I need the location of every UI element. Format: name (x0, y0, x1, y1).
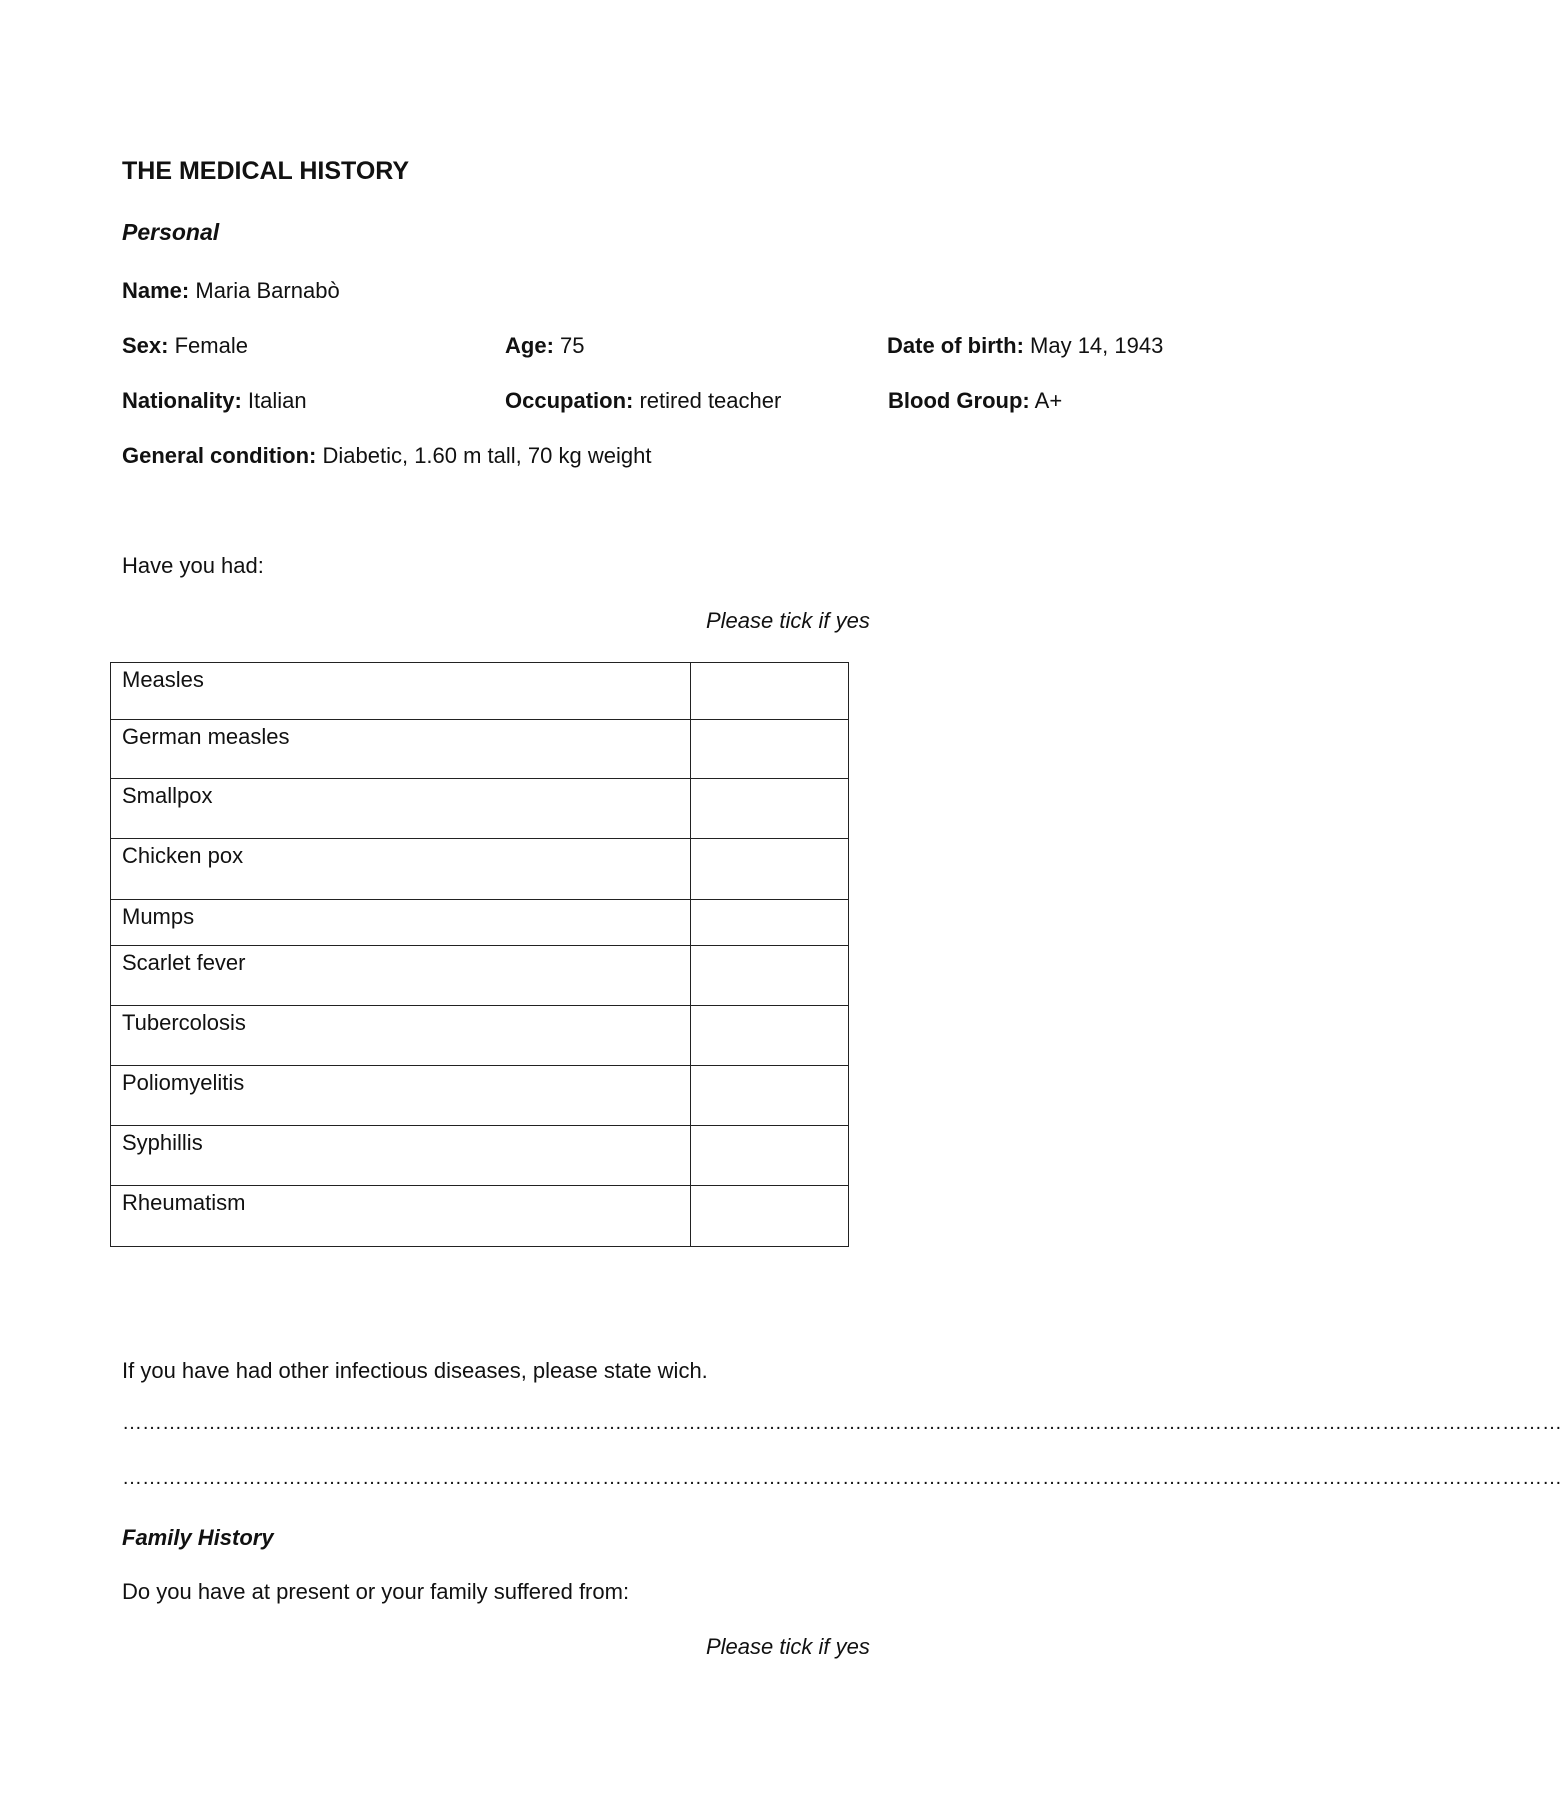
sex-field: Sex: Female (122, 333, 248, 358)
occupation-label: Occupation (505, 388, 627, 413)
table-row (111, 946, 849, 1006)
occupation-field: Occupation: retired teacher (505, 388, 782, 413)
tick-cell[interactable] (691, 663, 849, 720)
nationality-field: Nationality: Italian (122, 388, 307, 413)
disease-name: Poliomyelitis (111, 1066, 691, 1126)
dob-value: May 14, 1943 (1030, 333, 1164, 358)
tick-cell[interactable] (691, 839, 849, 900)
sex-value: Female (174, 333, 248, 358)
answer-line-1[interactable]: ……………………………………………………………………………………………………………………………………………………………………………………………… (122, 1412, 1562, 1434)
personal-heading: Personal (122, 219, 220, 245)
tick-note: Please tick if yes (706, 608, 870, 633)
general-condition-field: General condition: Diabetic, 1.60 m tall, 70 kg weight (122, 443, 652, 468)
name-value: Maria Barnabò (195, 278, 340, 303)
tick-cell[interactable] (691, 1126, 849, 1186)
table-row (111, 1006, 849, 1066)
disease-name: Smallpox (111, 779, 691, 839)
tick-cell[interactable] (691, 1066, 849, 1126)
table-row (111, 1126, 849, 1186)
disease-name: Rheumatism (111, 1186, 691, 1247)
age-field: Age: 75 (505, 333, 585, 358)
blood-group-value: A+ (1034, 388, 1063, 413)
occupation-value: retired teacher (639, 388, 782, 413)
blood-group-field: Blood Group: A+ (888, 388, 1063, 413)
name-field: Name: Maria Barnabò (122, 278, 340, 303)
age-value: 75 (560, 333, 585, 358)
tick-cell[interactable] (691, 1186, 849, 1247)
name-label: Name (122, 278, 182, 303)
diseases-intro: Have you had: (122, 553, 264, 578)
age-label: Age (505, 333, 547, 358)
dob-label: Date of birth (887, 333, 1017, 358)
nationality-value: Italian (247, 388, 307, 413)
nationality-label: Nationality (122, 388, 235, 413)
other-diseases-prompt: If you have had other infectious diseases, please state wich. (122, 1358, 708, 1383)
family-tick-note: Please tick if yes (706, 1634, 870, 1659)
general-condition-label: General condition (122, 443, 310, 468)
blood-group-label: Blood Group (888, 388, 1023, 413)
table-row (111, 720, 849, 779)
tick-cell[interactable] (691, 720, 849, 779)
disease-name: Tubercolosis (111, 1006, 691, 1066)
table-row (111, 1186, 849, 1247)
table-row (111, 663, 849, 720)
family-history-heading: Family History (122, 1525, 274, 1550)
disease-name: Chicken pox (111, 839, 691, 900)
table-row (111, 1066, 849, 1126)
answer-line-2[interactable]: ……………………………………………………………………………………………………………………………………………………………………………………………… (122, 1467, 1562, 1489)
diseases-table (110, 662, 849, 1247)
disease-name: Scarlet fever (111, 946, 691, 1006)
disease-name: Mumps (111, 900, 691, 946)
disease-name: Syphillis (111, 1126, 691, 1186)
table-row (111, 779, 849, 839)
disease-name: German measles (111, 720, 691, 779)
table-row (111, 900, 849, 946)
general-condition-value: Diabetic, 1.60 m tall, 70 kg weight (322, 443, 652, 468)
tick-cell[interactable] (691, 900, 849, 946)
dob-field: Date of birth: May 14, 1943 (887, 333, 1164, 358)
sex-label: Sex (122, 333, 162, 358)
family-history-prompt: Do you have at present or your family suffered from: (122, 1579, 630, 1604)
disease-name: Measles (111, 663, 691, 720)
tick-cell[interactable] (691, 779, 849, 839)
table-row (111, 839, 849, 900)
page-title: THE MEDICAL HISTORY (122, 157, 410, 185)
tick-cell[interactable] (691, 946, 849, 1006)
tick-cell[interactable] (691, 1006, 849, 1066)
